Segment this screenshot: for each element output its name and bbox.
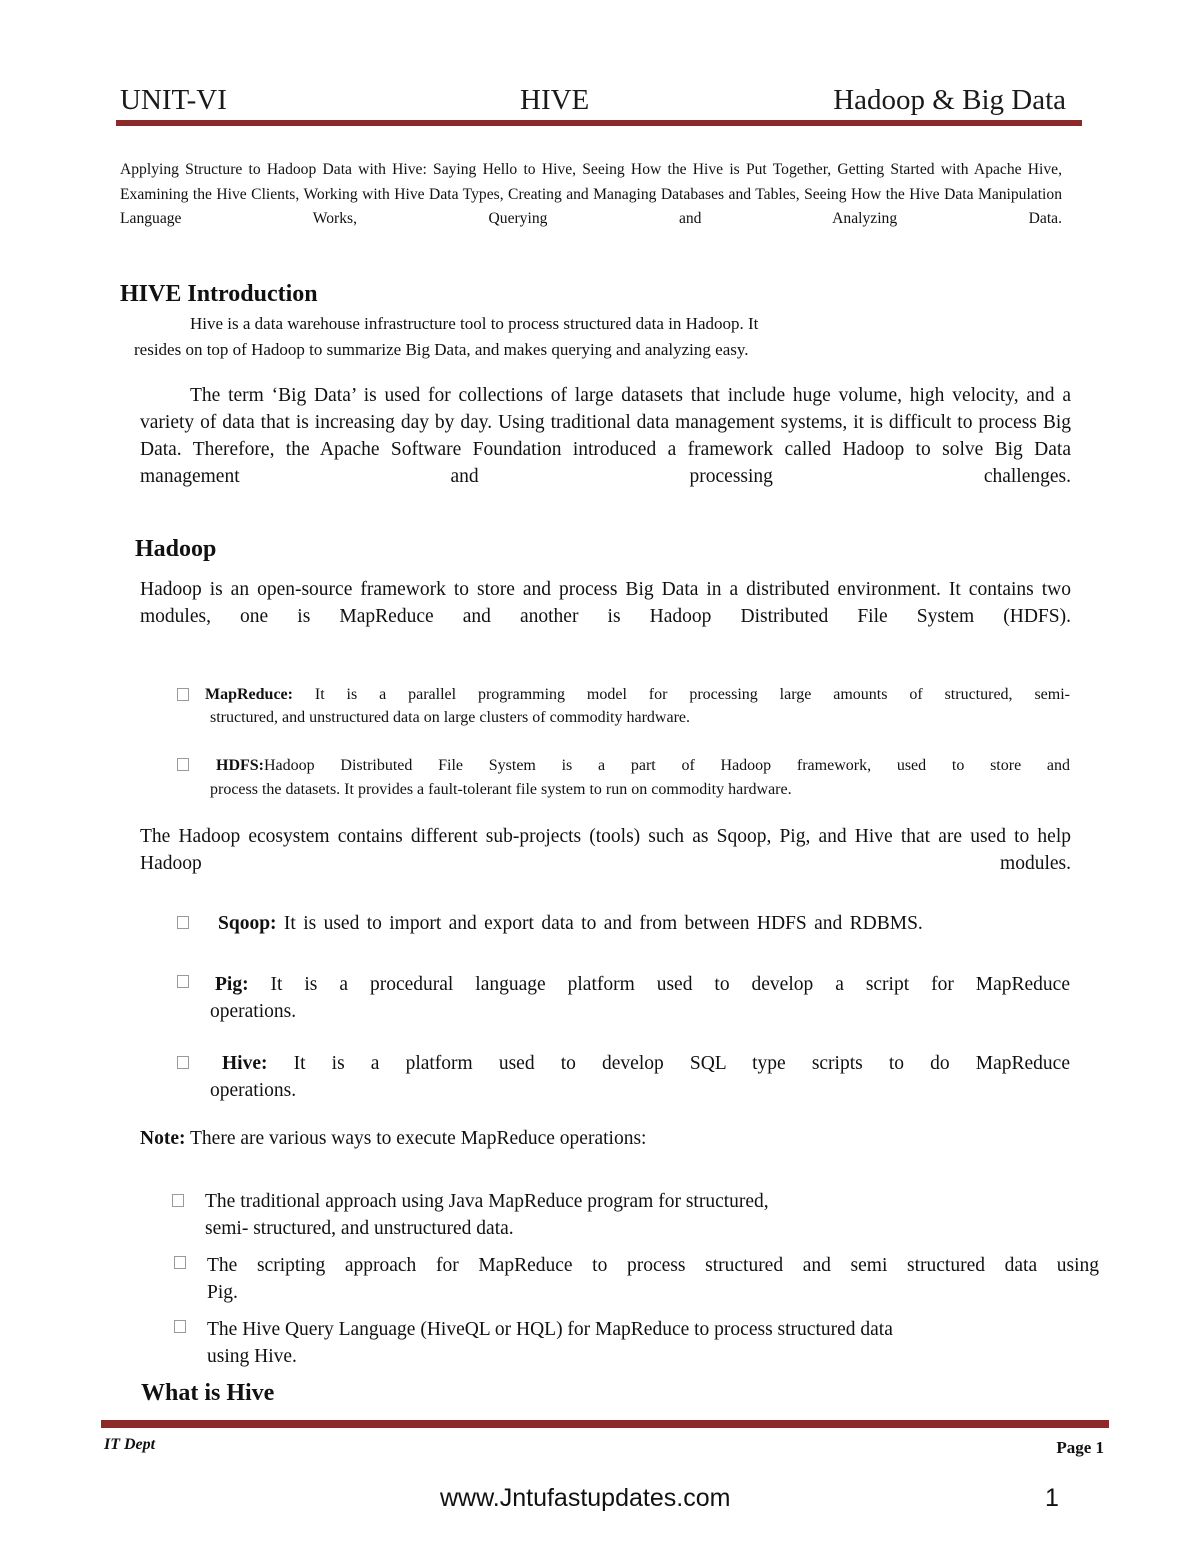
- pig-text: It is a procedural language platform used to develop a script for MapReduce: [248, 974, 1070, 995]
- term-sqoop: Sqoop:: [218, 913, 277, 934]
- intro-line-2: resides on top of Hadoop to summarize Big Data, and makes querying and analyzing easy.: [134, 340, 749, 359]
- note-line: [140, 1125, 646, 1152]
- note-item-1-cont: semi- structured, and unstructured data.: [205, 1218, 514, 1239]
- checkbox-bullet-icon: [174, 1320, 186, 1333]
- checkbox-bullet-icon: [177, 975, 189, 988]
- module-mapreduce: [205, 684, 1070, 706]
- pig-text-cont: operations.: [210, 1001, 297, 1022]
- mapreduce-text-cont: structured, and unstructured data on large clusters of commodity hardware.: [210, 709, 690, 726]
- checkbox-bullet-icon: [177, 758, 189, 771]
- term-pig: Pig:: [215, 974, 249, 995]
- term-hdfs: HDFS:: [216, 757, 264, 774]
- header-unit: UNIT-VI: [120, 84, 227, 116]
- hive-text: It is a platform used to develop SQL type scripts to do MapReduce: [267, 1053, 1070, 1074]
- intro-big-data-paragraph: The term ‘Big Data’ is used for collections of large datasets that include huge volume, high velocity, and a variety of data that is increasing day by day. Using traditional data management systems, it is difficult to process Big Data. Therefore, the Apache Software Foundation introduced a framework called Hadoop to solve Big Data management and processing challenges.: [140, 385, 1071, 487]
- term-mapreduce: MapReduce:: [205, 686, 293, 703]
- sqoop-text: It is used to import and export data to and from between HDFS and RDBMS.: [276, 913, 923, 934]
- note-label: Note:: [140, 1128, 186, 1149]
- note-item-3-cont: using Hive.: [207, 1346, 297, 1367]
- syllabus-paragraph: Applying Structure to Hadoop Data with Hive: Saying Hello to Hive, Seeing How the Hive is Put Together, Getting Started with Apache Hive, Examining the Hive Clients, Working with Hive Data Types, Creating and Managing Databases and Tables, Seeing How the Hive Data Manipulation Language Works, Querying and Analyzing Data.: [120, 161, 1062, 227]
- header-topic: HIVE: [520, 84, 590, 116]
- module-hdfs: [216, 755, 1070, 777]
- note-item-2: The scripting approach for MapReduce to process structured and semi structured data using: [207, 1255, 1099, 1276]
- heading-hive-introduction: HIVE Introduction: [120, 281, 318, 307]
- header-course: Hadoop & Big Data: [833, 84, 1066, 116]
- note-item-1: The traditional approach using Java MapReduce program for structured,: [205, 1191, 769, 1212]
- hadoop-paragraph: Hadoop is an open-source framework to store and process Big Data in a distributed environment. It contains two modules, one is MapReduce and another is Hadoop Distributed File System (HDFS).: [140, 579, 1071, 627]
- tool-pig: [215, 971, 1070, 998]
- tool-sqoop: [218, 910, 923, 937]
- footer-page-number: 1: [1045, 1484, 1059, 1512]
- note-text: There are various ways to execute MapReduce operations:: [185, 1128, 647, 1149]
- term-hive: Hive:: [222, 1053, 268, 1074]
- mapreduce-text: It is a parallel programming model for processing large amounts of structured, semi-: [292, 686, 1070, 703]
- checkbox-bullet-icon: [174, 1256, 186, 1269]
- header-rule: [116, 120, 1082, 126]
- footer-dept: IT Dept: [104, 1436, 156, 1453]
- heading-what-is-hive: What is Hive: [141, 1380, 275, 1406]
- checkbox-bullet-icon: [177, 916, 189, 929]
- intro-line-1: Hive is a data warehouse infrastructure tool to process structured data in Hadoop. It: [190, 314, 759, 333]
- checkbox-bullet-icon: [177, 1056, 189, 1069]
- tool-hive: [222, 1050, 1070, 1077]
- hive-text-cont: operations.: [210, 1080, 297, 1101]
- note-item-3: The Hive Query Language (HiveQL or HQL) for MapReduce to process structured data: [207, 1319, 893, 1340]
- checkbox-bullet-icon: [172, 1194, 184, 1207]
- footer-rule: [101, 1420, 1109, 1428]
- heading-hadoop: Hadoop: [135, 536, 217, 562]
- footer-page-label: Page 1: [1056, 1438, 1104, 1457]
- hdfs-text: Hadoop Distributed File System is a part of Hadoop framework, used to store and: [264, 757, 1070, 774]
- footer-website-link[interactable]: www.Jntufastupdates.com: [440, 1484, 731, 1512]
- ecosystem-paragraph: The Hadoop ecosystem contains different sub-projects (tools) such as Sqoop, Pig, and Hive that are used to help Hadoop modules.: [140, 826, 1071, 874]
- note-item-2-cont: Pig.: [207, 1282, 238, 1303]
- checkbox-bullet-icon: [177, 688, 189, 701]
- hdfs-text-cont: process the datasets. It provides a fault-tolerant file system to run on commodity hardware.: [210, 781, 792, 798]
